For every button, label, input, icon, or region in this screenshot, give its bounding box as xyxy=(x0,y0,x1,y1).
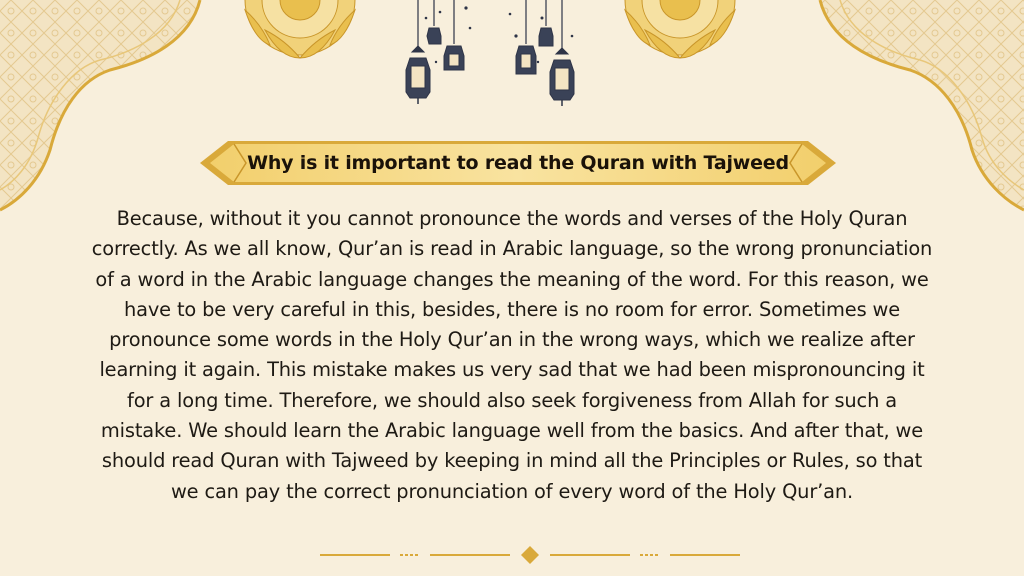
gold-divider xyxy=(320,544,740,566)
hanging-lanterns xyxy=(406,0,574,106)
mandala-top-right xyxy=(625,0,735,58)
arabesque-frame-right xyxy=(820,0,1024,210)
title-banner xyxy=(200,138,836,188)
mandala-top-left xyxy=(245,0,355,58)
page-title: Why is it important to read the Quran with Tajweed xyxy=(247,152,789,174)
body-paragraph: Because, without it you cannot pronounce the words and verses of the Holy Quran correctly. As we all know, Qur’an is read in Arabic language, so the wrong pronunciation of a word in the Arabic language changes the meaning of the word. For this reason, we have to be very careful in this, besides, there is no room for error. Sometimes we pronounce some words in the Holy Qur’an in the wrong ways, which we realize after learning it again. This mistake makes us very sad that we had been mispronouncing it for a long time. Therefore, we should also seek forgiveness from Allah for such a mistake. We should learn the Arabic language well from the basics. And after that, we should read Quran with Tajweed by keeping in mind all the Principles or Rules, so that we can pay the correct pronunciation of every word of the Holy Qur’an. xyxy=(91,207,933,503)
arabesque-frame-left xyxy=(0,0,200,210)
